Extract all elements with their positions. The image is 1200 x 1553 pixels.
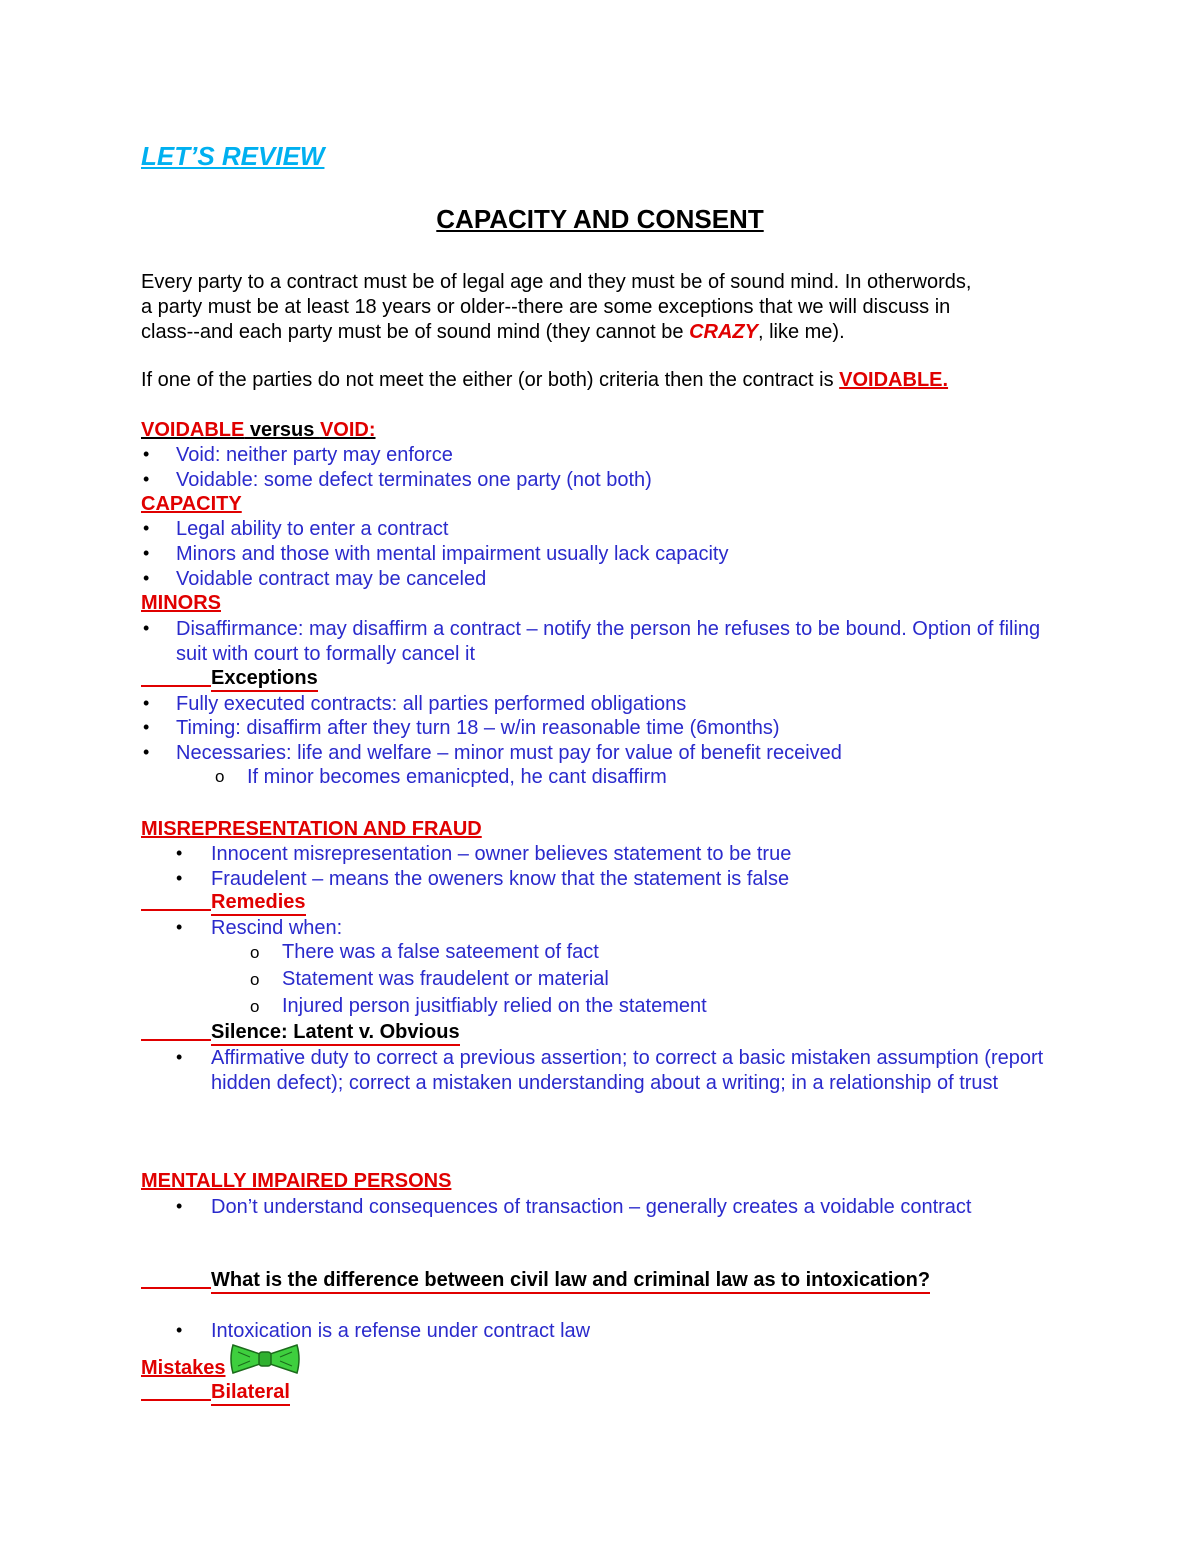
silence-label: Silence: Latent v. Obvious — [211, 1021, 460, 1046]
bullet-circle: o — [250, 970, 260, 989]
page-title: LET’S REVIEW — [141, 141, 325, 171]
void-section-heading — [141, 419, 376, 442]
bilateral-subheading — [141, 1381, 290, 1406]
bullet-dot: • — [143, 444, 150, 464]
bullet-dot: • — [143, 742, 150, 762]
bullet-dot: • — [176, 917, 183, 937]
intro-paragraph — [141, 270, 1081, 345]
voidable-paragraph — [141, 369, 948, 392]
sub-list-item: If minor becomes emanicpted, he cant disaffirm — [247, 766, 667, 788]
list-item: Fraudelent – means the oweners know that the statement is false — [211, 868, 790, 890]
list-item: Necessaries: life and welfare – minor must pay for value of benefit received — [176, 742, 842, 764]
misrep-heading: MISREPRESENTATION AND FRAUD — [141, 818, 482, 840]
remedies-label: Remedies — [211, 891, 306, 916]
mistakes-heading: Mistakes — [141, 1357, 226, 1379]
sub-list-item: Injured person jusitfiably relied on the statement — [282, 995, 707, 1017]
list-item: Voidable: some defect terminates one party (not both) — [176, 469, 652, 491]
mental-heading: MENTALLY IMPAIRED PERSONS — [141, 1170, 452, 1192]
underline-indent — [141, 891, 211, 911]
intro-line-3-end: , like me). — [757, 321, 845, 343]
bullet-dot: • — [176, 1196, 183, 1216]
void-word: VOID: — [319, 419, 376, 441]
list-item: Voidable contract may be canceled — [176, 568, 487, 590]
list-item: Rescind when: — [211, 917, 343, 939]
bullet-dot: • — [143, 518, 150, 538]
list-item: Don’t understand consequences of transaction – generally creates a voidable contract — [211, 1196, 972, 1218]
bullet-circle: o — [215, 767, 225, 786]
list-item: Intoxication is a refense under contract law — [211, 1320, 591, 1342]
sub-list-item: There was a false sateement of fact — [282, 941, 599, 963]
question-label: What is the difference between civil law and criminal law as to intoxication? — [211, 1269, 930, 1294]
bullet-dot: • — [176, 843, 183, 863]
list-item: Void: neither party may enforce — [176, 444, 453, 466]
intro-line-3-text: class--and each party must be of sound mind (they cannot be — [141, 321, 690, 343]
bullet-circle: o — [250, 997, 260, 1016]
minors-heading: MINORS — [141, 592, 221, 614]
list-item: Minors and those with mental impairment usually lack capacity — [176, 543, 729, 565]
intro-line-3 — [141, 320, 1081, 345]
bullet-dot: • — [143, 543, 150, 563]
exceptions-label: Exceptions — [211, 667, 318, 692]
underline-indent — [141, 667, 211, 687]
silence-subheading — [141, 1021, 460, 1046]
list-item: Timing: disaffirm after they turn 18 – w/in reasonable time (6months) — [176, 717, 780, 739]
bullet-dot: • — [176, 1320, 183, 1340]
bullet-dot: • — [143, 717, 150, 737]
bullet-dot: • — [176, 868, 183, 888]
exceptions-subheading — [141, 667, 318, 692]
intro-line-2: a party must be at least 18 years or older--there are some exceptions that we will discuss in — [141, 296, 951, 318]
remedies-subheading — [141, 891, 306, 916]
list-item: Disaffirmance: may disaffirm a contract – notify the person he refuses to be bound. Option of filing suit with court to formally cancel it — [176, 618, 1041, 665]
bullet-dot: • — [176, 1047, 183, 1067]
voidable-emphasis: VOIDABLE. — [839, 369, 949, 391]
document-heading: CAPACITY AND CONSENT — [436, 204, 764, 234]
intro-line-1: Every party to a contract must be of legal age and they must be of sound mind. In otherwords, — [141, 271, 972, 293]
underline-indent — [141, 1021, 211, 1041]
bullet-dot: • — [143, 618, 150, 638]
capacity-heading: CAPACITY — [141, 493, 242, 515]
bullet-dot: • — [143, 568, 150, 588]
bullet-circle: o — [250, 943, 260, 962]
list-item: Innocent misrepresentation – owner believes statement to be true — [211, 843, 792, 865]
voidable-word: VOIDABLE — [141, 419, 245, 441]
voidable-text: If one of the parties do not meet the either (or both) criteria then the contract is — [141, 369, 840, 391]
underline-indent — [141, 1381, 211, 1401]
crazy-emphasis: CRAZY — [689, 321, 758, 343]
question-subheading — [141, 1269, 930, 1294]
bowtie-icon — [230, 1342, 300, 1376]
bullet-dot: • — [143, 693, 150, 713]
list-item: Affirmative duty to correct a previous assertion; to correct a basic mistaken assumption (report hidden defect); correct a mistaken understanding about a writing; in a relationship of trust — [211, 1047, 1044, 1094]
sub-list-item: Statement was fraudelent or material — [282, 968, 609, 990]
underline-indent — [141, 1269, 211, 1289]
bullet-dot: • — [143, 469, 150, 489]
list-item: Fully executed contracts: all parties performed obligations — [176, 693, 687, 715]
versus-word: versus — [244, 419, 320, 441]
list-item: Legal ability to enter a contract — [176, 518, 449, 540]
bilateral-label: Bilateral — [211, 1381, 290, 1406]
